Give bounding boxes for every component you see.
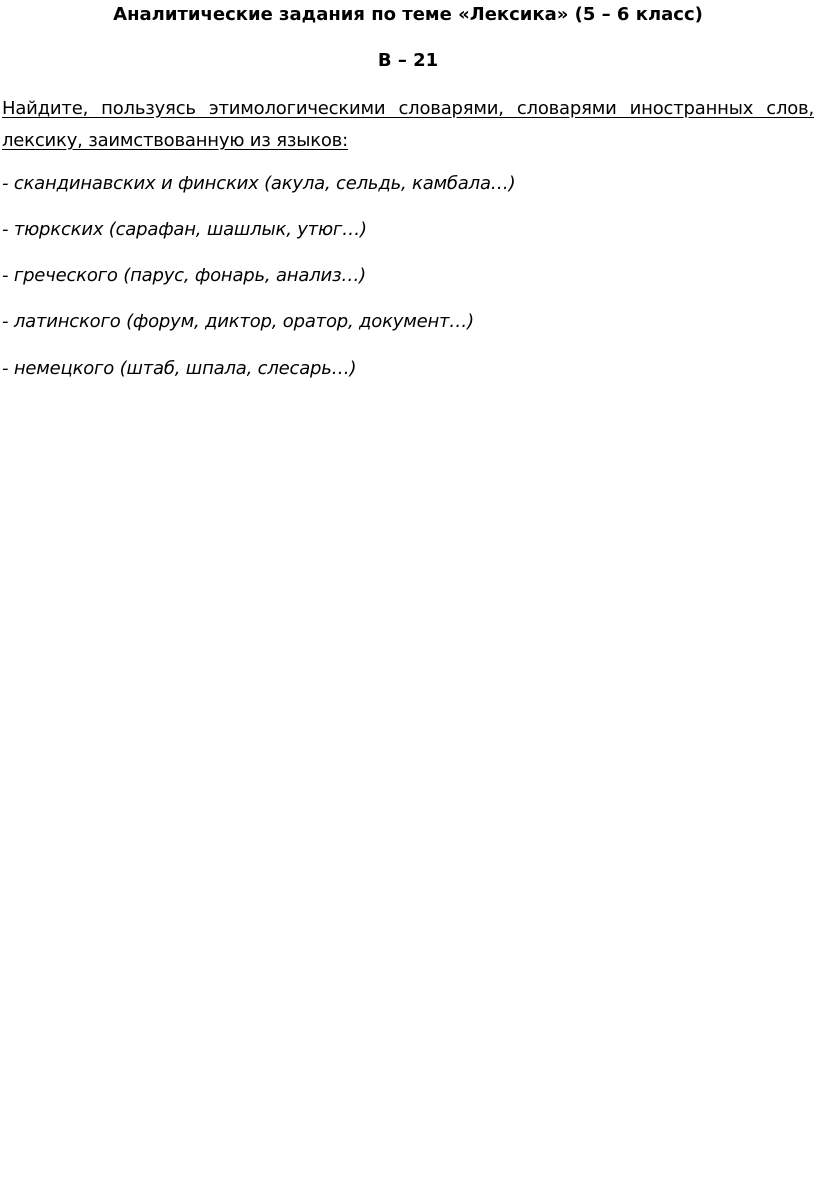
list-item: - латинского (форум, диктор, оратор, документ…): [2, 311, 474, 332]
list-item: - греческого (парус, фонарь, анализ…): [2, 265, 366, 286]
variant-label: В – 21: [377, 50, 439, 71]
document-title: Аналитические задания по теме «Лексика» (5 – 6 класс): [113, 4, 703, 25]
list-item: - скандинавских и финских (акула, сельдь, камбала…): [2, 173, 516, 194]
list-item: - тюркских (сарафан, шашлык, утюг…): [2, 219, 367, 240]
list-item: - немецкого (штаб, шпала, слесарь…): [2, 358, 357, 379]
task-instruction: Найдите, пользуясь этимологическими словарями, словарями иностранных слов, лексику, заимствованную из языков:: [2, 98, 814, 151]
